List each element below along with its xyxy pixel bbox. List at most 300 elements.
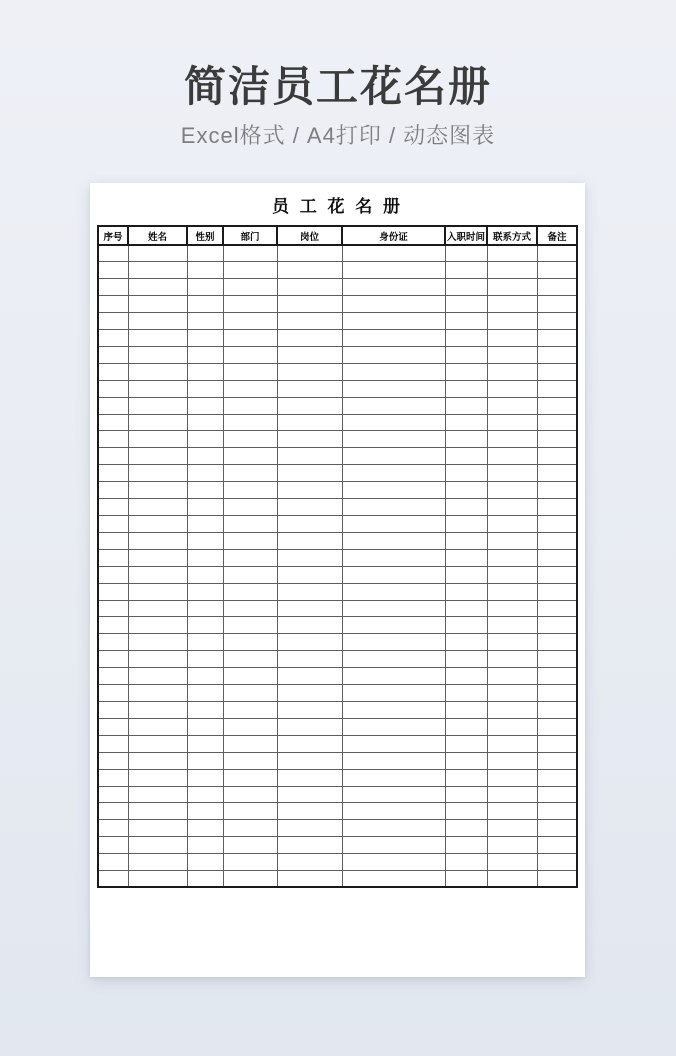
table-row [98, 854, 577, 871]
table-cell [537, 837, 577, 854]
table-cell [342, 380, 445, 397]
column-header-3: 性别 [187, 226, 223, 245]
table-cell [537, 313, 577, 330]
table-cell [537, 820, 577, 837]
table-cell [537, 718, 577, 735]
table-cell [445, 634, 487, 651]
table-row [98, 330, 577, 347]
table-cell [445, 363, 487, 380]
table-cell [537, 566, 577, 583]
table-cell [128, 279, 187, 296]
table-cell [223, 516, 277, 533]
table-row [98, 414, 577, 431]
table-cell [537, 296, 577, 313]
table-cell [128, 583, 187, 600]
table-cell [537, 262, 577, 279]
table-cell [445, 532, 487, 549]
table-cell [487, 786, 537, 803]
table-cell [223, 820, 277, 837]
table-cell [187, 718, 223, 735]
table-cell [445, 448, 487, 465]
table-cell [537, 516, 577, 533]
table-cell [277, 820, 342, 837]
table-cell [98, 634, 128, 651]
table-cell [277, 330, 342, 347]
table-cell [187, 313, 223, 330]
table-cell [98, 600, 128, 617]
table-cell [223, 752, 277, 769]
table-cell [187, 448, 223, 465]
table-cell [223, 363, 277, 380]
table-cell [487, 752, 537, 769]
table-cell [487, 516, 537, 533]
table-cell [187, 431, 223, 448]
table-cell [187, 482, 223, 499]
table-cell [537, 532, 577, 549]
table-cell [277, 431, 342, 448]
table-cell [98, 871, 128, 888]
table-row [98, 786, 577, 803]
table-cell [277, 499, 342, 516]
table-cell [277, 465, 342, 482]
table-cell [342, 871, 445, 888]
table-cell [128, 685, 187, 702]
table-cell [487, 279, 537, 296]
table-cell [445, 718, 487, 735]
table-cell [277, 786, 342, 803]
table-cell [537, 482, 577, 499]
table-cell [487, 735, 537, 752]
table-cell [98, 448, 128, 465]
table-cell [128, 735, 187, 752]
table-cell [128, 414, 187, 431]
table-cell [187, 871, 223, 888]
table-cell [223, 786, 277, 803]
table-cell [445, 854, 487, 871]
table-cell [342, 651, 445, 668]
table-cell [342, 617, 445, 634]
table-cell [223, 718, 277, 735]
table-row [98, 516, 577, 533]
table-cell [223, 854, 277, 871]
table-cell [342, 448, 445, 465]
table-cell [342, 566, 445, 583]
table-cell [223, 346, 277, 363]
table-cell [537, 701, 577, 718]
column-header-9: 备注 [537, 226, 577, 245]
table-row [98, 499, 577, 516]
table-row [98, 617, 577, 634]
table-cell [277, 363, 342, 380]
table-cell [187, 279, 223, 296]
table-cell [98, 820, 128, 837]
table-row [98, 803, 577, 820]
table-cell [342, 600, 445, 617]
table-cell [487, 499, 537, 516]
table-cell [128, 651, 187, 668]
column-header-8: 联系方式 [487, 226, 537, 245]
table-cell [487, 448, 537, 465]
table-cell [445, 245, 487, 262]
table-cell [487, 482, 537, 499]
table-cell [537, 786, 577, 803]
table-cell [128, 837, 187, 854]
table-cell [98, 499, 128, 516]
table-cell [342, 685, 445, 702]
table-cell [445, 482, 487, 499]
table-cell [128, 363, 187, 380]
table-cell [223, 380, 277, 397]
table-cell [128, 786, 187, 803]
table-cell [277, 617, 342, 634]
table-cell [128, 397, 187, 414]
table-cell [537, 431, 577, 448]
table-row [98, 482, 577, 499]
table-cell [342, 752, 445, 769]
table-cell [223, 651, 277, 668]
table-body [98, 245, 577, 887]
table-cell [445, 752, 487, 769]
table-cell [98, 668, 128, 685]
table-cell [277, 313, 342, 330]
table-cell [223, 600, 277, 617]
table-cell [445, 414, 487, 431]
table-cell [98, 718, 128, 735]
table-cell [445, 346, 487, 363]
table-cell [487, 871, 537, 888]
table-cell [277, 803, 342, 820]
table-cell [187, 465, 223, 482]
column-header-5: 岗位 [277, 226, 342, 245]
roster-table [97, 225, 578, 888]
table-cell [223, 330, 277, 347]
table-cell [537, 245, 577, 262]
table-row [98, 380, 577, 397]
table-cell [98, 296, 128, 313]
table-cell [223, 397, 277, 414]
table-cell [342, 718, 445, 735]
table-cell [223, 701, 277, 718]
table-cell [445, 516, 487, 533]
table-cell [487, 685, 537, 702]
table-cell [98, 651, 128, 668]
table-cell [277, 279, 342, 296]
table-cell [487, 566, 537, 583]
table-cell [187, 363, 223, 380]
table-row [98, 532, 577, 549]
table-cell [187, 634, 223, 651]
table-cell [342, 279, 445, 296]
table-cell [187, 380, 223, 397]
table-cell [342, 330, 445, 347]
table-cell [128, 803, 187, 820]
table-cell [223, 837, 277, 854]
table-cell [445, 735, 487, 752]
table-cell [445, 431, 487, 448]
table-cell [445, 871, 487, 888]
table-cell [98, 330, 128, 347]
table-cell [537, 668, 577, 685]
table-cell [223, 566, 277, 583]
table-cell [277, 583, 342, 600]
table-row [98, 820, 577, 837]
table-cell [128, 532, 187, 549]
table-cell [277, 871, 342, 888]
table-cell [277, 397, 342, 414]
table-cell [128, 566, 187, 583]
table-row [98, 583, 577, 600]
table-cell [487, 701, 537, 718]
table-cell [277, 769, 342, 786]
table-cell [128, 296, 187, 313]
table-cell [98, 803, 128, 820]
table-cell [277, 549, 342, 566]
table-cell [128, 499, 187, 516]
table-row [98, 363, 577, 380]
table-row [98, 296, 577, 313]
table-cell [223, 617, 277, 634]
table-cell [98, 854, 128, 871]
table-cell [537, 752, 577, 769]
table-row [98, 448, 577, 465]
table-cell [342, 296, 445, 313]
table-cell [342, 431, 445, 448]
table-cell [98, 617, 128, 634]
table-cell [187, 651, 223, 668]
table-cell [98, 516, 128, 533]
table-cell [187, 397, 223, 414]
table-row [98, 566, 577, 583]
table-cell [98, 701, 128, 718]
table-cell [537, 600, 577, 617]
table-cell [128, 668, 187, 685]
table-cell [187, 735, 223, 752]
table-cell [277, 854, 342, 871]
table-row [98, 431, 577, 448]
table-cell [487, 718, 537, 735]
table-cell [223, 296, 277, 313]
table-cell [187, 668, 223, 685]
table-row [98, 651, 577, 668]
table-cell [277, 245, 342, 262]
table-cell [487, 600, 537, 617]
table-cell [277, 685, 342, 702]
table-cell [223, 685, 277, 702]
table-cell [342, 482, 445, 499]
table-cell [342, 820, 445, 837]
table-cell [487, 431, 537, 448]
table-cell [187, 262, 223, 279]
table-cell [187, 617, 223, 634]
table-cell [537, 617, 577, 634]
table-cell [98, 397, 128, 414]
table-cell [537, 735, 577, 752]
table-cell [223, 279, 277, 296]
table-cell [342, 465, 445, 482]
table-cell [98, 735, 128, 752]
table-cell [487, 414, 537, 431]
table-cell [342, 363, 445, 380]
table-cell [342, 414, 445, 431]
table-cell [277, 346, 342, 363]
table-cell [187, 837, 223, 854]
table-cell [98, 482, 128, 499]
a4-sheet-preview [90, 183, 585, 977]
table-header-row [98, 226, 577, 245]
table-cell [128, 701, 187, 718]
table-cell [445, 668, 487, 685]
table-cell [277, 532, 342, 549]
table-cell [98, 769, 128, 786]
table-cell [277, 600, 342, 617]
table-row [98, 549, 577, 566]
table-cell [187, 752, 223, 769]
table-cell [128, 820, 187, 837]
table-cell [187, 820, 223, 837]
table-row [98, 752, 577, 769]
table-cell [98, 380, 128, 397]
table-cell [98, 363, 128, 380]
table-row [98, 837, 577, 854]
table-cell [445, 803, 487, 820]
table-cell [487, 634, 537, 651]
column-header-4: 部门 [223, 226, 277, 245]
table-cell [342, 634, 445, 651]
sheet-title: 员 工 花 名 册 [272, 197, 403, 216]
table-cell [98, 566, 128, 583]
table-cell [223, 414, 277, 431]
page-title: 简洁员工花名册 [183, 63, 492, 110]
table-cell [128, 262, 187, 279]
table-cell [223, 448, 277, 465]
table-cell [487, 397, 537, 414]
table-cell [187, 600, 223, 617]
table-cell [537, 380, 577, 397]
table-cell [223, 313, 277, 330]
table-row [98, 735, 577, 752]
table-cell [223, 532, 277, 549]
table-cell [342, 769, 445, 786]
table-cell [223, 245, 277, 262]
table-row [98, 718, 577, 735]
table-cell [187, 701, 223, 718]
table-cell [487, 583, 537, 600]
table-row [98, 871, 577, 888]
table-cell [445, 296, 487, 313]
table-cell [128, 448, 187, 465]
table-cell [187, 769, 223, 786]
table-cell [277, 634, 342, 651]
table-cell [342, 245, 445, 262]
table-cell [277, 448, 342, 465]
table-cell [487, 668, 537, 685]
table-cell [98, 532, 128, 549]
table-cell [537, 549, 577, 566]
table-cell [445, 701, 487, 718]
table-cell [342, 346, 445, 363]
table-cell [537, 346, 577, 363]
table-cell [98, 549, 128, 566]
table-cell [98, 752, 128, 769]
table-cell [487, 245, 537, 262]
table-cell [342, 549, 445, 566]
table-row [98, 397, 577, 414]
table-cell [487, 651, 537, 668]
table-cell [487, 380, 537, 397]
table-cell [98, 262, 128, 279]
table-cell [445, 499, 487, 516]
table-cell [98, 346, 128, 363]
table-cell [128, 854, 187, 871]
table-cell [223, 262, 277, 279]
table-cell [277, 752, 342, 769]
table-cell [445, 786, 487, 803]
table-cell [98, 245, 128, 262]
table-cell [128, 380, 187, 397]
table-cell [445, 820, 487, 837]
table-cell [342, 786, 445, 803]
table-cell [187, 566, 223, 583]
table-cell [445, 651, 487, 668]
hero-header [0, 0, 676, 150]
table-cell [537, 465, 577, 482]
table-cell [487, 346, 537, 363]
table-cell [537, 685, 577, 702]
table-cell [537, 634, 577, 651]
table-cell [445, 380, 487, 397]
page-subtitle: Excel格式 / A4打印 / 动态图表 [180, 123, 496, 148]
table-cell [187, 296, 223, 313]
table-cell [537, 871, 577, 888]
table-cell [537, 583, 577, 600]
column-header-2: 姓名 [128, 226, 187, 245]
table-cell [223, 803, 277, 820]
table-cell [342, 397, 445, 414]
table-cell [128, 482, 187, 499]
table-cell [187, 549, 223, 566]
table-row [98, 245, 577, 262]
table-row [98, 685, 577, 702]
table-cell [537, 651, 577, 668]
table-cell [277, 837, 342, 854]
table-cell [223, 634, 277, 651]
table-cell [98, 786, 128, 803]
table-cell [187, 685, 223, 702]
table-cell [487, 330, 537, 347]
table-cell [445, 313, 487, 330]
table-row [98, 634, 577, 651]
table-cell [223, 482, 277, 499]
table-cell [187, 330, 223, 347]
table-cell [487, 532, 537, 549]
table-cell [98, 431, 128, 448]
table-cell [537, 330, 577, 347]
table-cell [128, 431, 187, 448]
table-row [98, 600, 577, 617]
table-cell [223, 499, 277, 516]
table-cell [223, 668, 277, 685]
table-cell [487, 549, 537, 566]
table-cell [487, 769, 537, 786]
table-cell [277, 482, 342, 499]
table-cell [487, 837, 537, 854]
table-cell [277, 651, 342, 668]
table-cell [187, 532, 223, 549]
table-cell [445, 330, 487, 347]
table-cell [487, 617, 537, 634]
table-cell [537, 499, 577, 516]
table-row [98, 313, 577, 330]
